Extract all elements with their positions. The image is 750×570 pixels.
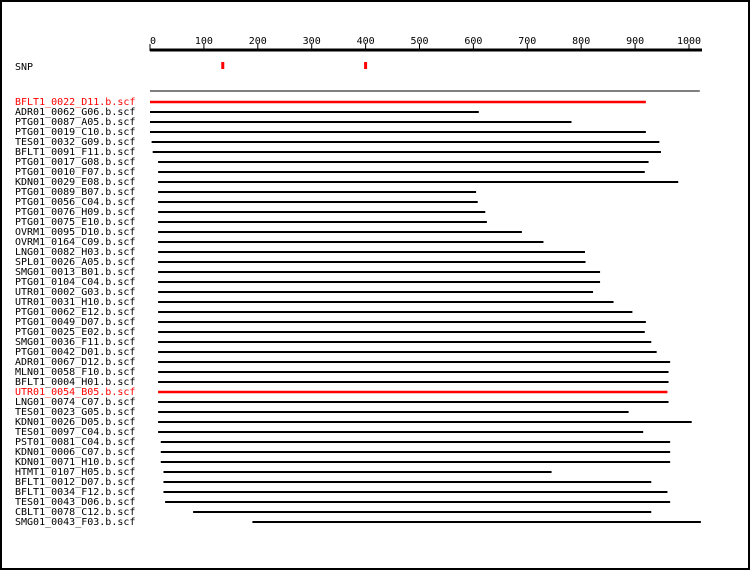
axis-tick-label: 300 [302, 36, 321, 47]
axis-tick-label: 400 [356, 36, 375, 47]
read-name: SMG01_0013_B01.b.scf [15, 267, 136, 278]
read-name: BFLT1_0012_D07.b.scf [15, 477, 136, 488]
read-name: SPL01_0026_A05.b.scf [15, 257, 136, 268]
read-name: PTG01_0056_C04.b.scf [15, 197, 136, 208]
axis-tick-label: 0 [150, 36, 157, 47]
read-name: CBLT1_0078_C12.b.scf [15, 507, 136, 518]
read-name: PTG01_0017_G08.b.scf [15, 157, 136, 168]
read-name: BFLT1_0022_D11.b.scf [15, 97, 136, 108]
axis-tick-label: 800 [572, 36, 591, 47]
alignment-chart [2, 2, 748, 568]
read-name: KDN01_0006_C07.b.scf [15, 447, 136, 458]
axis-tick-label: 900 [626, 36, 645, 47]
axis-tick-label: 500 [410, 36, 429, 47]
read-name: MLN01_0058_F10.b.scf [15, 367, 136, 378]
read-list [15, 91, 701, 528]
read-name: PTG01_0010_F07.b.scf [15, 167, 136, 178]
read-name: ADR01_0062_G06.b.scf [15, 107, 136, 118]
read-name: BFLT1_0004_H01.b.scf [15, 377, 136, 388]
snp-marker [364, 62, 367, 69]
read-name: PTG01_0049_D07.b.scf [15, 317, 136, 328]
read-name: HTMT1_0107_H05.b.scf [15, 467, 136, 478]
read-name: UTR01_0054_B05.b.scf [15, 387, 136, 398]
read-name: LNG01_0082_H03.b.scf [15, 247, 136, 258]
read-name: OVRM1_0164_C09.b.scf [15, 237, 136, 248]
read-name: PTG01_0089_B07.b.scf [15, 187, 136, 198]
read-name: BFLT1_0034_F12.b.scf [15, 487, 136, 498]
snp-label: SNP [15, 62, 34, 73]
axis-tick-label: 1000 [676, 36, 702, 47]
read-name: PTG01_0019_C10.b.scf [15, 127, 136, 138]
axis-tick-label: 200 [248, 36, 267, 47]
read-name: SMG01_0036_F11.b.scf [15, 337, 136, 348]
read-name: TES01_0023_G05.b.scf [15, 407, 136, 418]
read-name: PTG01_0087_A05.b.scf [15, 117, 136, 128]
position-axis [150, 36, 702, 51]
read-name: PTG01_0025_E02.b.scf [15, 327, 136, 338]
read-name: PTG01_0042_D01.b.scf [15, 347, 136, 358]
axis-tick-label: 600 [464, 36, 483, 47]
snp-marker [221, 62, 224, 69]
read-name: PTG01_0075_E10.b.scf [15, 217, 136, 228]
read-name: KDN01_0029_E08.b.scf [15, 177, 136, 188]
read-name: PTG01_0076_H09.b.scf [15, 207, 136, 218]
read-name: ADR01_0067_D12.b.scf [15, 357, 136, 368]
axis-tick-label: 100 [194, 36, 213, 47]
read-name: KDN01_0026_D05.b.scf [15, 417, 136, 428]
read-name: KDN01_0071_H10.b.scf [15, 457, 136, 468]
read-name: PTG01_0104_C04.b.scf [15, 277, 136, 288]
read-name: SMG01_0043_F03.b.scf [15, 517, 136, 528]
read-name: UTR01_0002_G03.b.scf [15, 287, 136, 298]
read-name: UTR01_0031_H10.b.scf [15, 297, 136, 308]
snp-track [15, 62, 367, 73]
read-name: PST01_0081_C04.b.scf [15, 437, 136, 448]
read-name: TES01_0043_D06.b.scf [15, 497, 136, 508]
read-name: BFLT1_0091_F11.b.scf [15, 147, 136, 158]
read-name: TES01_0032_G09.b.scf [15, 137, 136, 148]
axis-tick-label: 700 [518, 36, 537, 47]
read-name: TES01_0097_C04.b.scf [15, 427, 136, 438]
read-name: PTG01_0062_E12.b.scf [15, 307, 136, 318]
read-name: LNG01_0074_C07.b.scf [15, 397, 136, 408]
read-name: OVRM1_0095_D10.b.scf [15, 227, 136, 238]
